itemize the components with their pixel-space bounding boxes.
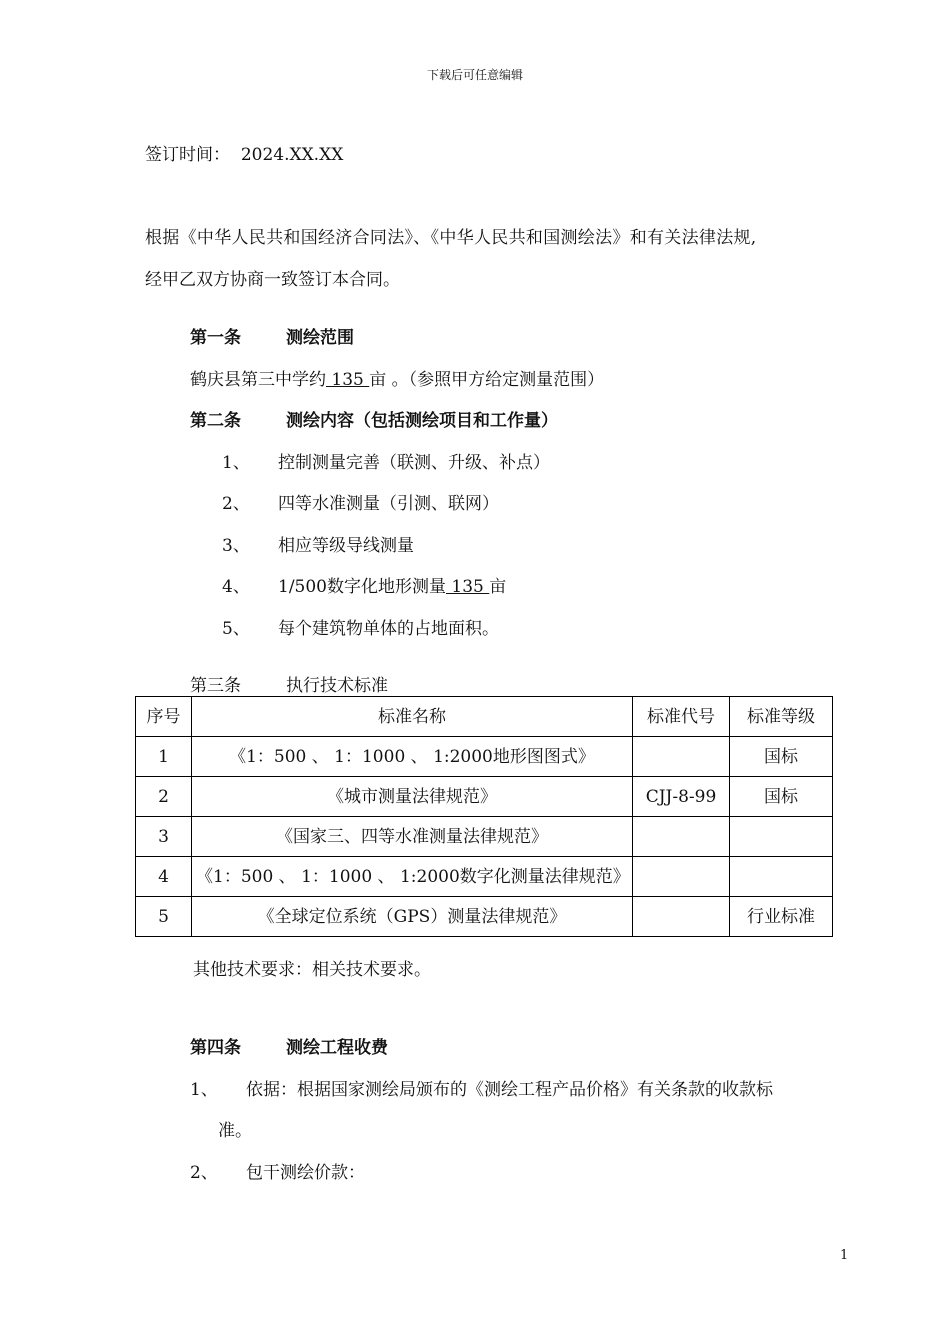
- cell-level: [730, 857, 833, 897]
- sign-date: [145, 140, 343, 165]
- cell-level: 国标: [730, 737, 833, 777]
- page-header: 下载后可任意编辑: [426, 68, 523, 82]
- item-num: 5、: [222, 619, 250, 639]
- table-row: [136, 897, 833, 937]
- table-row: [136, 817, 833, 857]
- article1-num: 第一条: [190, 328, 241, 348]
- sign-date-label: 签订时间：: [145, 145, 230, 165]
- article1-heading: [190, 323, 354, 348]
- item-text: 每个建筑物单体的占地面积。: [278, 619, 499, 639]
- item-area-value: 135: [446, 577, 490, 597]
- article4-item: [190, 1075, 773, 1100]
- cell-level: 国标: [730, 777, 833, 817]
- item-num: 2、: [222, 494, 250, 514]
- cell-name: 《1：500 、 1：1000 、 1:2000地形图图式》: [192, 737, 633, 777]
- item-text: 相应等级导线测量: [278, 536, 414, 556]
- intro-line-2: 经甲乙双方协商一致签订本合同。: [145, 270, 400, 290]
- cell-index: 1: [136, 737, 192, 777]
- article1-body-post: 亩 。（参照甲方给定测量范围）: [369, 370, 605, 390]
- cell-index: 5: [136, 897, 192, 937]
- cell-code: CJJ-8-99: [633, 777, 730, 817]
- table-row: [136, 737, 833, 777]
- table-header-row: [136, 697, 833, 737]
- article4-title: 测绘工程收费: [286, 1038, 388, 1058]
- article2-item: [222, 489, 499, 514]
- cell-code: [633, 737, 730, 777]
- article1-title: 测绘范围: [286, 328, 354, 348]
- cell-name: 《全球定位系统（GPS）测量法律规范》: [192, 897, 633, 937]
- article2-item: [222, 572, 506, 597]
- cell-name: 《国家三、四等水准测量法律规范》: [192, 817, 633, 857]
- sign-date-value: 2024.XX.XX: [240, 145, 344, 165]
- other-requirements: 其他技术要求：相关技术要求。: [193, 960, 431, 980]
- item-num: 4、: [222, 577, 250, 597]
- cell-code: [633, 857, 730, 897]
- article4-item: [190, 1158, 365, 1183]
- article3-heading: [190, 671, 388, 696]
- item-text: 控制测量完善（联测、升级、补点）: [278, 453, 550, 473]
- cell-level: [730, 817, 833, 857]
- item-unit: 亩: [489, 577, 507, 597]
- page-number: 1: [840, 1248, 849, 1263]
- article4-heading: [190, 1033, 388, 1058]
- article2-item: [222, 448, 550, 473]
- item-num: 1、: [190, 1080, 218, 1100]
- item-text: 包干测绘价款：: [246, 1163, 365, 1183]
- cell-name: 《1：500 、 1：1000 、 1:2000数字化测量法律规范》: [192, 857, 633, 897]
- standards-table: [135, 696, 833, 937]
- item-text: 依据：根据国家测绘局颁布的《测绘工程产品价格》有关条款的收款标: [246, 1080, 773, 1100]
- article1-area-value: 135: [326, 370, 370, 390]
- col-header-name: 标准名称: [192, 697, 633, 737]
- cell-index: 2: [136, 777, 192, 817]
- table-row: [136, 857, 833, 897]
- cell-code: [633, 897, 730, 937]
- article2-heading: [190, 406, 558, 431]
- article1-body: [190, 365, 604, 390]
- item-num: 2、: [190, 1163, 218, 1183]
- cell-name: 《城市测量法律规范》: [192, 777, 633, 817]
- item-num: 3、: [222, 536, 250, 556]
- cell-index: 4: [136, 857, 192, 897]
- article2-title: 测绘内容（包括测绘项目和工作量）: [286, 411, 558, 431]
- article2-item: [222, 614, 499, 639]
- intro-line-1: 根据《中华人民共和国经济合同法》、《中华人民共和国测绘法》和有关法律法规,: [145, 228, 757, 248]
- table-row: [136, 777, 833, 817]
- article4-num: 第四条: [190, 1038, 241, 1058]
- item-num: 1、: [222, 453, 250, 473]
- article2-item: [222, 531, 414, 556]
- item-text: 1/500数字化地形测量: [278, 577, 446, 597]
- article1-body-pre: 鹤庆县第三中学约: [190, 370, 326, 390]
- article4-item-continued: 准。: [218, 1121, 252, 1141]
- article3-title: 执行技术标准: [286, 676, 388, 696]
- col-header-code: 标准代号: [633, 697, 730, 737]
- article3-num: 第三条: [190, 676, 241, 696]
- item-text: 四等水准测量（引测、联网）: [278, 494, 499, 514]
- col-header-level: 标准等级: [730, 697, 833, 737]
- cell-index: 3: [136, 817, 192, 857]
- article2-num: 第二条: [190, 411, 241, 431]
- cell-code: [633, 817, 730, 857]
- cell-level: 行业标准: [730, 897, 833, 937]
- col-header-index: 序号: [136, 697, 192, 737]
